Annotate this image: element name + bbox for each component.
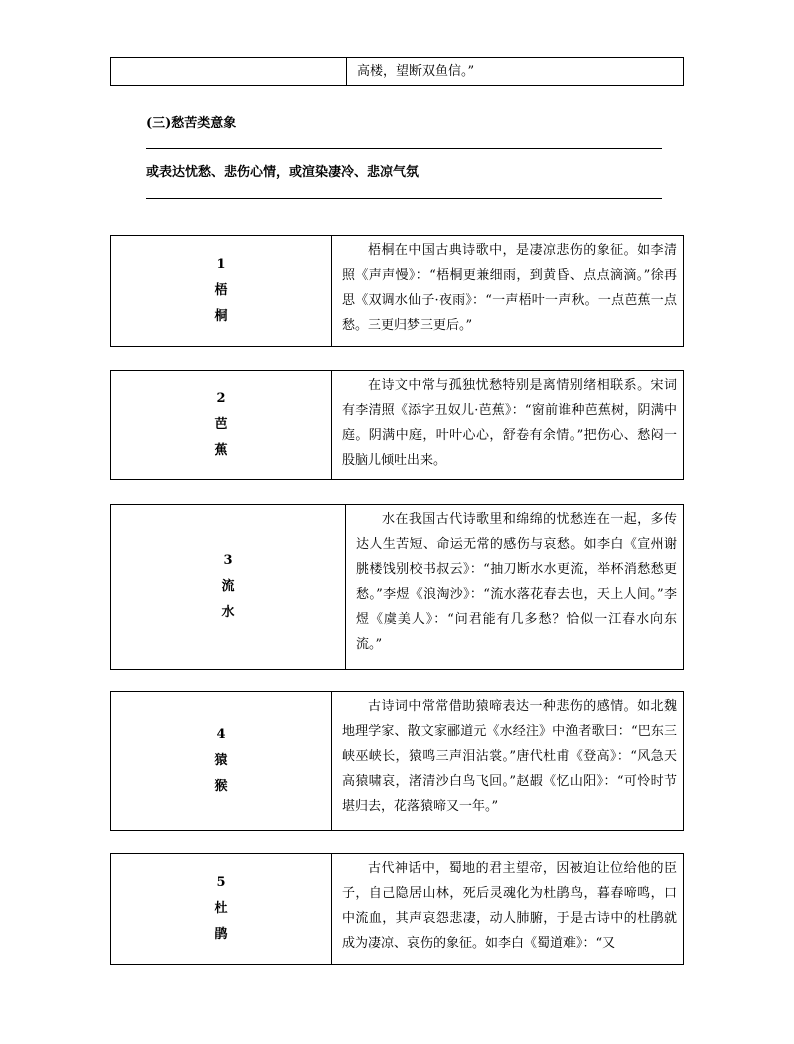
entry-name-char: 猴 [214, 779, 228, 794]
entry-number: 2 [216, 391, 226, 406]
entry-label-cell [111, 236, 332, 346]
entry-name-char: 水 [221, 605, 235, 620]
entry-number: 3 [223, 553, 233, 568]
entry-text: 在诗文中常与孤独忧愁特别是离情别绪相联系。宋词有李清照《添字丑奴儿·芭蕉》：“窗前谁种芭蕉树，阴满中庭。阴满中庭，叶叶心心，舒卷有余情。”把伤心、愁闷一股脑儿倾吐出来。 [342, 378, 677, 468]
entry-label-cell [111, 692, 332, 830]
top-table-left-cell [111, 58, 347, 85]
entry-name-char: 芭 [214, 417, 228, 432]
entry-number: 1 [216, 257, 226, 272]
entry-name-char: 蕉 [214, 443, 228, 458]
entry-name-char: 桐 [214, 309, 228, 324]
entry-text: 水在我国古代诗歌里和绵绵的忧愁连在一起，多传达人生苦短、命运无常的感伤与哀愁。如李白《宣州谢朓楼饯别校书叔云》：“抽刀断水水更流，举杯消愁愁更愁。”李煜《浪淘沙》：“流水落花春去也，天上人间。”李煜《虞美人》：“问君能有几多愁？恰似一江春水向东流。” [356, 512, 677, 652]
top-table-text: 高楼，望断双鱼信。” [357, 64, 475, 79]
entry-text: 古代神话中，蜀地的君主望帝，因被迫让位给他的臣子，自己隐居山林，死后灵魂化为杜鹃鸟，暮春啼鸣，口中流血，其声哀怨悲凄，动人肺腑，于是古诗中的杜鹃就成为凄凉、哀伤的象征。如李白《蜀道难》：“又 [342, 861, 677, 951]
top-table-right-cell [347, 58, 683, 85]
entry-name-char: 流 [221, 579, 235, 594]
blank-line-1 [146, 148, 662, 149]
entry-table-3 [110, 504, 684, 670]
entry-name-char: 杜 [214, 901, 228, 916]
entry-name-char: 鹃 [214, 927, 228, 942]
entry-name-char: 梧 [214, 283, 228, 298]
entry-text: 梧桐在中国古典诗歌中，是凄凉悲伤的象征。如李清照《声声慢》：“梧桐更兼细雨，到黄昏、点点滴滴。”徐再思《双调水仙子·夜雨》：“一声梧叶一声秋。一点芭蕉一点愁。三更归梦三更后。” [342, 243, 677, 333]
entry-number: 5 [216, 875, 226, 890]
entry-table-4 [110, 691, 684, 831]
entry-label-cell [111, 505, 346, 669]
entry-table-1 [110, 235, 684, 347]
entry-table-5 [110, 853, 684, 965]
entry-name-char: 猿 [214, 753, 228, 768]
top-table [110, 57, 684, 86]
blank-line-2 [146, 198, 662, 199]
entry-text: 古诗词中常常借助猿啼表达一种悲伤的感情。如北魏地理学家、散文家郦道元《水经注》中渔者歌曰：“巴东三峡巫峡长，猿鸣三声泪沾裳。”唐代杜甫《登高》：“风急天高猿啸哀，渚清沙白鸟飞回。”赵嘏《忆山阳》：“可怜时节堪归去，花落猿啼又一年。” [342, 699, 677, 814]
entry-table-2 [110, 370, 684, 480]
section-description: 或表达忧愁、悲伤心情，或渲染凄冷、悲凉气氛 [146, 165, 420, 180]
entry-label-cell [111, 854, 332, 964]
entry-label-cell [111, 371, 332, 479]
entry-number: 4 [216, 727, 226, 742]
section-heading: (三)愁苦类意象 [146, 116, 237, 131]
